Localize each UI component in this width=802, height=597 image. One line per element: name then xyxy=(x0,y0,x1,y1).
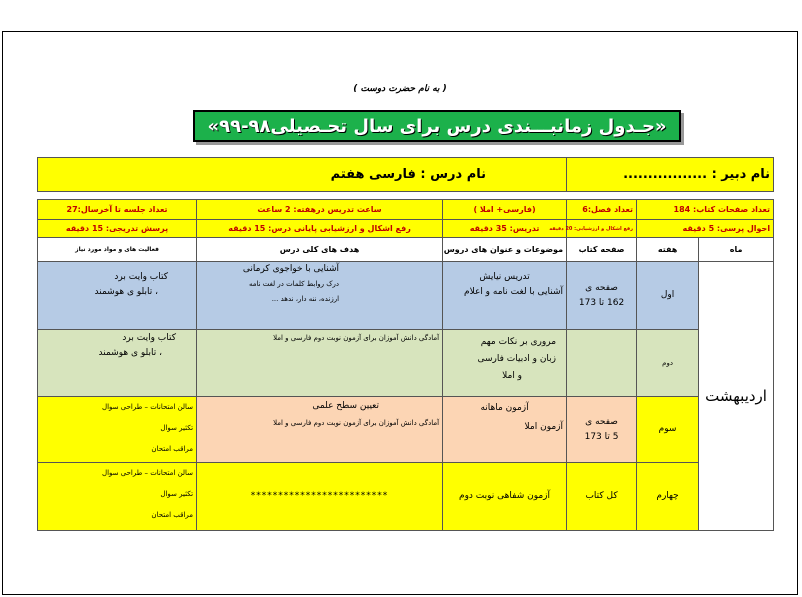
sessions-info: تعداد جلسه تا آخرسال:27 xyxy=(38,200,197,220)
topics-cell xyxy=(443,330,567,397)
column-header-row xyxy=(38,238,774,262)
col-goal: هدف های کلی درس xyxy=(197,238,443,262)
goal-line: درک روابط کلمات در لغت نامه xyxy=(248,280,340,288)
col-activities: فعالیت های و مواد مورد نیاز xyxy=(38,238,197,262)
pages-line: 5 تا 173 xyxy=(584,431,619,442)
goal-line: تعیین سطح علمی xyxy=(312,401,380,411)
table-row xyxy=(38,463,774,531)
month-cell: اردیبهشت xyxy=(699,262,774,531)
bismillah-heading: ( به نام حضرت دوست ) xyxy=(353,84,447,94)
teaching-time-info: تدریس: 35 دقیقه xyxy=(443,220,567,238)
activity-line: تکثیر سوال xyxy=(160,490,194,498)
activity-line: مراقب امتحان xyxy=(151,445,194,453)
topic-line: آشنایی با لغت نامه و اعلام xyxy=(464,287,564,297)
col-month: ماه xyxy=(699,238,774,262)
topic-line: تدریس نیایش xyxy=(479,272,530,282)
activity-line: سالن امتحانات – طراحی سوال xyxy=(101,403,194,411)
col-pages: صفحه کتاب xyxy=(567,238,637,262)
teacher-row xyxy=(38,158,774,192)
activities-cell xyxy=(38,463,197,531)
weekly-hours-info: ساعت تدریس درهفته: 2 ساعت xyxy=(197,200,443,220)
table-row xyxy=(38,330,774,397)
review-time-info: رفع اشکال و ارزشیابی: 20 دقیقه xyxy=(567,220,637,238)
table-row xyxy=(38,262,774,330)
activities-cell xyxy=(38,262,197,330)
col-topics: موضوعات و عنوان های دروس xyxy=(443,238,567,262)
goal-cell xyxy=(197,397,443,463)
chapters-info: تعداد فصل:6 xyxy=(567,200,637,220)
info-row-2 xyxy=(38,220,774,238)
goal-line: ارزنده، ننه دار، ندهد ... xyxy=(271,295,340,303)
pages-line: 162 تا 173 xyxy=(578,297,625,308)
quiz-time-info: پرسش تدریجی: 15 دقیقه xyxy=(38,220,197,238)
topic-line: زبان و ادبیات فارسی xyxy=(477,354,557,364)
goal-line: آشنایی با خواجوی کرمانی xyxy=(242,264,340,274)
pages-line: صفحه ی xyxy=(585,282,618,293)
topic-line: آزمون املا xyxy=(524,422,564,432)
topic-line: و املا xyxy=(502,371,523,381)
pages-cell xyxy=(567,397,637,463)
topic-line: آزمون ماهانه xyxy=(480,403,529,413)
week-cell: سوم xyxy=(637,397,699,463)
goal-line: ************************* xyxy=(250,491,389,501)
activity-line: مراقب امتحان xyxy=(151,511,194,519)
schedule-table xyxy=(37,157,774,531)
col-week: هفته xyxy=(637,238,699,262)
goal-line: آمادگی دانش آموزان برای آزمون نوبت دوم فارسی و املا xyxy=(273,419,440,427)
topics-cell xyxy=(443,262,567,330)
week-cell: دوم xyxy=(637,330,699,397)
activity-line: کتاب وایت برد xyxy=(122,333,177,343)
subject-info: (فارسی+ املا ) xyxy=(443,200,567,220)
pages-cell xyxy=(567,463,637,531)
table-row xyxy=(38,397,774,463)
topics-cell xyxy=(443,463,567,531)
book-pages-info: تعداد صفحات کتاب: 184 xyxy=(637,200,774,220)
goal-cell xyxy=(197,262,443,330)
activity-line: ، تابلو ی هوشمند xyxy=(98,348,163,358)
pages-cell xyxy=(567,330,637,397)
topic-line: مروری بر نکات مهم xyxy=(480,337,557,347)
pages-line: صفحه ی xyxy=(585,416,618,427)
final-review-info: رفع اشکال و ارزشیابی پایانی درس: 15 دقیقه xyxy=(197,220,443,238)
activity-line: تکثیر سوال xyxy=(160,424,194,432)
activity-line: ، تابلو ی هوشمند xyxy=(94,287,159,297)
schedule-title-banner: «جـدول زمانبـــندی درس برای سال تحـصیلی۹۸-۹۹» xyxy=(193,110,681,142)
info-row-1 xyxy=(38,200,774,220)
week-cell: چهارم xyxy=(637,463,699,531)
week-cell: اول xyxy=(637,262,699,330)
topics-cell xyxy=(443,397,567,463)
activity-line: سالن امتحانات – طراحی سوال xyxy=(101,469,194,477)
activities-cell xyxy=(38,330,197,397)
spacer-row xyxy=(38,192,774,200)
pages-cell xyxy=(567,262,637,330)
teacher-name-field: نام دبیر : ................. xyxy=(567,158,774,192)
activity-line: کتاب وایت برد xyxy=(114,272,169,282)
course-name-field: نام درس : فارسی هفتم xyxy=(38,158,567,192)
goal-cell xyxy=(197,463,443,531)
goal-line: آمادگی دانش آموزان برای آزمون نوبت دوم فارسی و املا xyxy=(273,334,440,342)
topic-line: آزمون شفاهی نوبت دوم xyxy=(459,491,551,501)
greeting-time-info: احوال پرسی: 5 دقیقه xyxy=(637,220,774,238)
activities-cell xyxy=(38,397,197,463)
goal-cell xyxy=(197,330,443,397)
pages-line: کل کتاب xyxy=(585,491,618,501)
